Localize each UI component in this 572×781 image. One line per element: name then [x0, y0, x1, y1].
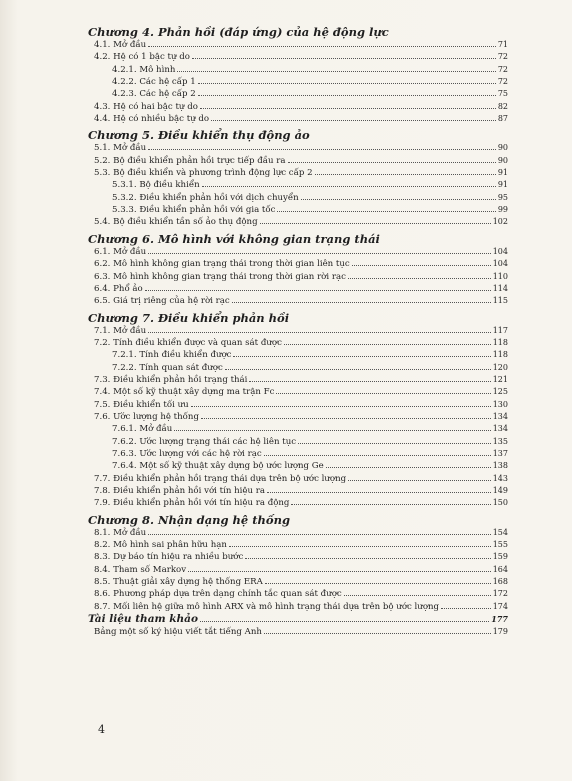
entry-page-number: 102: [492, 217, 508, 227]
toc-entry: [88, 399, 508, 411]
entry-title: 8.5. Thuật giải xây dựng hệ thống ERA: [94, 577, 263, 588]
toc-entry: [88, 39, 508, 51]
dot-leader: [202, 186, 496, 187]
toc-entry: [88, 76, 508, 88]
toc-entry: [88, 192, 508, 204]
dot-leader: [198, 95, 496, 96]
dot-leader: [277, 211, 495, 212]
entry-title: 5.3.3. Điều khiển phản hồi với gia tốc: [112, 205, 276, 216]
toc-entry: [88, 551, 508, 563]
entry-title: 5.2. Bộ điều khiển phản hồi trực tiếp đầu ra: [94, 155, 286, 166]
toc-entry: [88, 155, 508, 167]
dot-leader: [298, 443, 491, 444]
entry-title: 8.7. Mối liên hệ giữa mô hình ARX và mô hình trạng thái dựa trên bộ ước lượng: [94, 601, 440, 612]
toc-entry: [88, 283, 508, 295]
chapter-title: Điều khiển phản hồi: [157, 310, 290, 325]
entry-page-number: 130: [492, 399, 508, 409]
entry-page-number: 87: [497, 114, 508, 124]
abbreviations-entry: [88, 626, 508, 638]
dot-leader: [284, 344, 491, 345]
toc-entry: [88, 423, 508, 435]
entry-page-number: 95: [497, 192, 508, 202]
toc-entry: [88, 374, 508, 386]
entry-page-number: 82: [497, 101, 508, 111]
dot-leader: [200, 108, 496, 109]
entry-title: 7.5. Điều khiển tối ưu: [94, 399, 189, 410]
entry-page-number: 177: [491, 614, 508, 625]
entry-title: 6.2. Mô hình không gian trạng thái trong thời gian liên tục: [94, 259, 350, 270]
dot-leader: [145, 290, 491, 291]
entry-page-number: 72: [497, 77, 508, 87]
entry-page-number: 174: [492, 601, 508, 611]
entry-page-number: 90: [497, 155, 508, 165]
entry-page-number: 172: [492, 589, 508, 599]
dot-leader: [276, 393, 490, 394]
entry-page-number: 72: [497, 52, 508, 62]
entry-title: 5.4. Bộ điều khiển tần số ảo thụ động: [94, 217, 258, 228]
entry-page-number: 134: [492, 411, 508, 421]
entry-page-number: 121: [492, 374, 508, 384]
dot-leader: [201, 418, 491, 419]
dot-leader: [344, 595, 491, 596]
dot-leader: [198, 83, 496, 84]
dot-leader: [288, 162, 496, 163]
dot-leader: [260, 223, 491, 224]
entry-title: 6.3. Mô hình không gian trạng thái trong thời gian rời rạc: [94, 271, 346, 282]
toc-entry: [88, 473, 508, 485]
dot-leader: [191, 406, 491, 407]
entry-title: 8.2. Mô hình sai phân hữu hạn: [94, 540, 227, 551]
chapter-label: Chương 6.: [88, 231, 154, 246]
toc-entry: [88, 497, 508, 509]
entry-title: 4.1. Mở đầu: [94, 40, 147, 50]
entry-title: 6.4. Phổ ảo: [94, 283, 143, 294]
dot-leader: [225, 369, 491, 370]
entry-page-number: 125: [492, 387, 508, 397]
entry-title: 7.2.1. Tính điều khiển được: [112, 350, 232, 361]
entry-title: 7.9. Điều khiển phản hồi với tín hiệu ra động: [94, 498, 290, 509]
toc-entry: [88, 204, 508, 216]
entry-title: 7.6.1. Mở đầu: [112, 424, 173, 435]
entry-title: 4.2.3. Các hệ cấp 2: [112, 89, 196, 100]
page-number: 4: [98, 723, 105, 736]
entry-page-number: 110: [492, 271, 508, 281]
toc-entry: [88, 88, 508, 100]
toc-entry: [88, 349, 508, 361]
entry-page-number: 91: [497, 168, 508, 178]
entry-page-number: 137: [492, 448, 508, 458]
dot-leader: [267, 492, 491, 493]
entry-title: 4.2.2. Các hệ cấp 1: [112, 77, 196, 88]
toc-entry: [88, 51, 508, 63]
entry-page-number: 118: [492, 337, 508, 347]
toc-entry: [88, 485, 508, 497]
dot-leader: [348, 480, 491, 481]
toc-entry: [88, 246, 508, 258]
toc-entry: [88, 448, 508, 460]
toc-entry: [88, 64, 508, 76]
chapter-title: Điều khiển thụ động ảo: [157, 128, 310, 143]
toc-entry: [88, 601, 508, 613]
toc-entry: [88, 386, 508, 398]
entry-title: 7.1. Mở đầu: [94, 325, 147, 336]
entry-page-number: 143: [492, 473, 508, 483]
dot-leader: [291, 504, 490, 505]
table-of-contents: [88, 22, 508, 638]
entry-title: 7.2. Tính điều khiển được và quan sát được: [94, 337, 282, 348]
toc-entry: [88, 167, 508, 179]
dot-leader: [301, 199, 496, 200]
entry-page-number: 135: [492, 436, 508, 446]
dot-leader: [148, 46, 496, 47]
toc-entry: [88, 101, 508, 113]
entry-title: 6.1. Mở đầu: [94, 246, 147, 257]
chapter-heading: [88, 232, 508, 246]
entry-page-number: 164: [492, 564, 508, 574]
toc-entry: [88, 539, 508, 551]
chapter-label: Chương 4.: [88, 25, 154, 39]
entry-page-number: 71: [497, 40, 508, 49]
entry-page-number: 155: [492, 540, 508, 550]
toc-entry: [88, 564, 508, 576]
dot-leader: [245, 558, 490, 559]
toc-entry: [88, 258, 508, 270]
entry-title: 7.6. Ước lượng hệ thống: [94, 411, 199, 422]
dot-leader: [148, 534, 491, 535]
toc-entry: [88, 271, 508, 283]
entry-title: 7.4. Một số kỹ thuật xây dựng ma trận Fc: [94, 387, 275, 398]
entry-page-number: 114: [492, 283, 508, 293]
entry-page-number: 154: [492, 527, 508, 537]
entry-title: Bảng một số ký hiệu viết tắt tiếng Anh: [94, 627, 262, 638]
toc-entry: [88, 362, 508, 374]
entry-page-number: 115: [492, 296, 508, 306]
entry-title: 5.1. Mở đầu: [94, 143, 147, 154]
dot-leader: [200, 621, 489, 622]
chapter-title: Nhận dạng hệ thống: [157, 512, 290, 527]
dot-leader: [232, 302, 491, 303]
chapter-heading: [88, 513, 508, 527]
dot-leader: [352, 265, 491, 266]
entry-page-number: 91: [497, 180, 508, 190]
toc-entry: [88, 113, 508, 125]
entry-title: 4.4. Hệ có nhiều bậc tự do: [94, 114, 210, 125]
dot-leader: [177, 71, 495, 72]
toc-entry: [88, 576, 508, 588]
dot-leader: [148, 332, 491, 333]
entry-title: 7.8. Điều khiển phản hồi với tín hiệu ra: [94, 486, 265, 496]
entry-title: 7.2.2. Tính quan sát được: [112, 362, 223, 373]
toc-entry: [88, 142, 508, 154]
entry-title: 5.3.2. Điều khiển phản hồi với dịch chuyển: [112, 192, 299, 203]
dot-leader: [229, 546, 491, 547]
entry-page-number: 117: [492, 325, 508, 335]
dot-leader: [441, 608, 491, 609]
entry-title: 5.3.1. Bộ điều khiển: [112, 180, 200, 191]
chapter-heading: [88, 128, 508, 142]
entry-title: 8.3. Dự báo tín hiệu ra nhiều bước: [94, 552, 244, 563]
dot-leader: [265, 583, 491, 584]
dot-leader: [148, 253, 491, 254]
entry-title: 7.6.4. Một số kỹ thuật xây dựng bộ ước lượng Ge: [112, 461, 324, 472]
chapter-label: Chương 8.: [88, 512, 154, 527]
chapter-heading: [88, 25, 508, 39]
chapter-title: Phản hồi (đáp ứng) của hệ động lực: [157, 25, 389, 39]
entry-page-number: 72: [497, 64, 508, 74]
entry-title: 4.2.1. Mô hình: [112, 64, 176, 75]
dot-leader: [249, 381, 490, 382]
chapter-label: Chương 7.: [88, 310, 154, 325]
dot-leader: [211, 120, 496, 121]
entry-title: 7.7. Điều khiển phản hồi trạng thái dựa trên bộ ước lượng: [94, 473, 347, 484]
toc-entry: [88, 527, 508, 539]
dot-leader: [188, 571, 491, 572]
dot-leader: [148, 149, 496, 150]
entry-page-number: 120: [492, 362, 508, 372]
entry-page-number: 150: [492, 498, 508, 508]
dot-leader: [192, 58, 496, 59]
chapter-title: Mô hình với không gian trạng thái: [157, 231, 380, 246]
entry-page-number: 134: [492, 424, 508, 434]
entry-page-number: 138: [492, 461, 508, 471]
entry-page-number: 75: [497, 89, 508, 99]
chapter-heading: [88, 311, 508, 325]
dot-leader: [264, 455, 491, 456]
dot-leader: [315, 174, 496, 175]
entry-page-number: 159: [492, 552, 508, 562]
toc-entry: [88, 337, 508, 349]
toc-entry: [88, 179, 508, 191]
dot-leader: [326, 467, 491, 468]
references-entry: [88, 613, 508, 626]
toc-entry: [88, 216, 508, 228]
entry-title: 8.4. Tham số Markov: [94, 564, 187, 575]
entry-title: 5.3. Bộ điều khiển và phương trình động lực cấp 2: [94, 168, 313, 179]
entry-page-number: 118: [492, 350, 508, 360]
toc-entry: [88, 325, 508, 337]
toc-entry: [88, 460, 508, 472]
entry-title: 4.2. Hệ có 1 bậc tự do: [94, 52, 190, 63]
entry-page-number: 168: [492, 577, 508, 587]
entry-page-number: 104: [492, 259, 508, 269]
entry-title: Tài liệu tham khảo: [88, 613, 198, 626]
entry-title: 8.1. Mở đầu: [94, 527, 147, 538]
entry-title: 4.3. Hệ có hai bậc tự do: [94, 101, 198, 112]
entry-page-number: 90: [497, 143, 508, 153]
entry-title: 7.3. Điều khiển phản hồi trạng thái: [94, 374, 248, 385]
dot-leader: [264, 633, 491, 634]
entry-title: 7.6.2. Ước lượng trạng thái các hệ liên tục: [112, 436, 297, 447]
toc-entry: [88, 295, 508, 307]
entry-title: 7.6.3. Ước lượng với các hệ rời rạc: [112, 448, 262, 459]
toc-entry: [88, 436, 508, 448]
toc-entry: [88, 588, 508, 600]
dot-leader: [233, 356, 490, 357]
chapter-label: Chương 5.: [88, 128, 154, 143]
entry-page-number: 99: [497, 205, 508, 215]
toc-entry: [88, 411, 508, 423]
entry-page-number: 179: [492, 627, 508, 637]
dot-leader: [348, 278, 491, 279]
entry-title: 8.6. Phương pháp dựa trên dạng chính tắc quan sát được: [94, 589, 342, 600]
entry-page-number: 104: [492, 246, 508, 256]
dot-leader: [174, 430, 490, 431]
entry-title: 6.5. Giá trị riêng của hệ rời rạc: [94, 296, 230, 307]
entry-page-number: 149: [492, 486, 508, 495]
